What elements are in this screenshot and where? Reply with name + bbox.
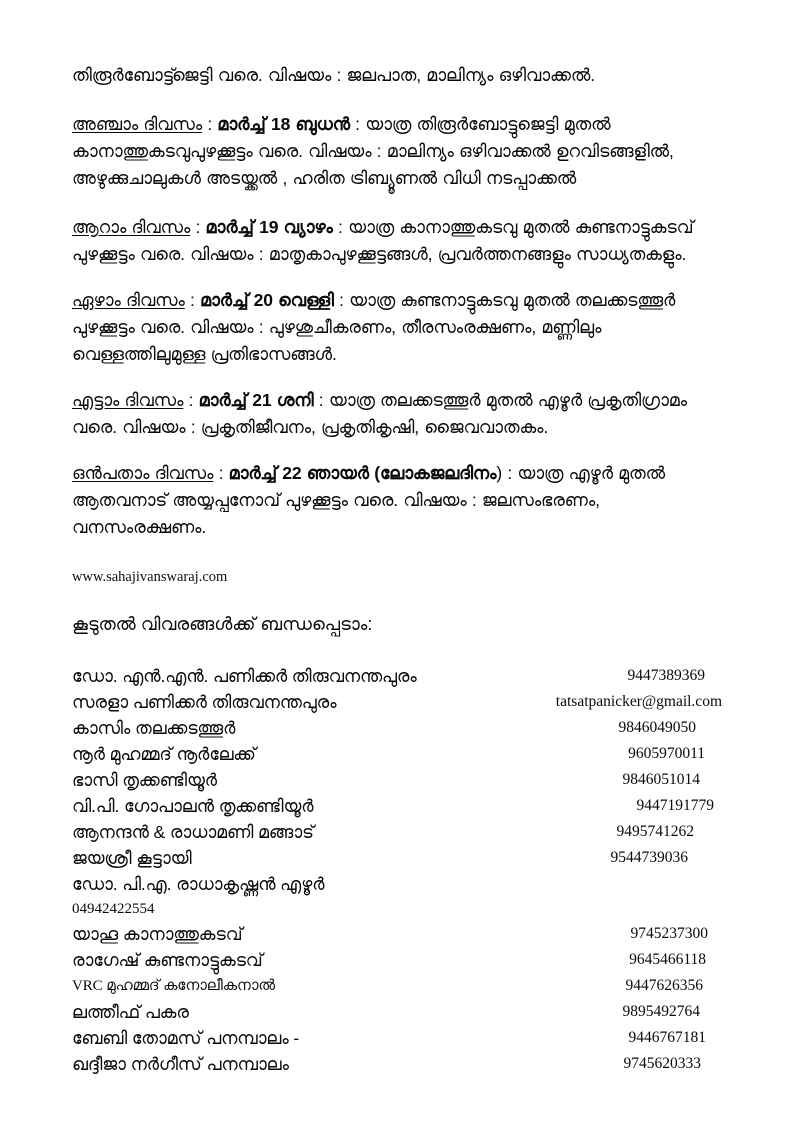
contact-name: കാസിം തലക്കടത്തൂർ	[72, 718, 236, 738]
contact-row	[72, 871, 728, 897]
day-body-day6: : യാത്ര കാനാത്തുകടവു മുതൽ കുണ്ടനാട്ടുകടവ് പുഴക്കൂട്ടം വരെ. വിഷയം : മാതൃകാപുഴക്കൂട്ടങ്ങൾ, പ്രവർത്തനങ്ങളും സാധ്യതകളും.	[72, 217, 694, 264]
date-label-day8: മാർച്ച് 21 ശനി	[198, 390, 314, 410]
contact-value: 9645466118	[629, 951, 706, 968]
contact-value: 9447626356	[625, 977, 703, 994]
contact-row	[72, 1051, 728, 1077]
day-separator-day5: :	[202, 114, 218, 134]
contact-name: യാഹൂ കാനാത്തുകടവ്	[72, 924, 243, 944]
contact-value: 9544739036	[610, 849, 688, 866]
contact-value: 9447389369	[627, 667, 705, 684]
itinerary-entry-day6	[72, 214, 728, 268]
date-label-day7: മാർച്ച് 20 വെള്ളി	[200, 290, 334, 310]
contact-value: 9447191779	[636, 797, 714, 814]
day-body-day7: : യാത്ര കുണ്ടനാട്ടുകടവു മുതൽ തലക്കടത്തൂർ പുഴക്കൂട്ടം വരെ. വിഷയം : പുഴശുചീകരണം, തീരസംരക്ഷണം, മണ്ണിലും വെള്ളത്തിലുമുള്ള പ്രതിഭാസങ്ങൾ.	[72, 290, 676, 364]
contact-row	[72, 663, 728, 689]
contact-value: 9495741262	[616, 823, 694, 840]
contact-value: 9846049050	[618, 719, 696, 736]
day-label-day9: ഒൻപതാം ദിവസം	[72, 463, 214, 483]
contact-row	[72, 973, 728, 999]
contact-name: ഡോ. എൻ.എൻ. പണിക്കർ തിരുവനന്തപുരം	[72, 666, 417, 686]
contact-name: നൂർ മുഹമ്മദ് നൂർലേക്ക്	[72, 744, 256, 764]
contact-value: 9605970011	[628, 745, 705, 762]
date-label-day6: മാർച്ച് 19 വ്യാഴം	[205, 217, 333, 237]
contact-value: tatsatpanicker@gmail.com	[555, 693, 722, 710]
contact-row	[72, 715, 728, 741]
contact-name: ലത്തീഫ് പകര	[72, 1002, 189, 1022]
contact-name: സരളാ പണിക്കർ തിരുവനന്തപുരം	[72, 692, 337, 712]
intro-text: തിരൂർബോട്ട്ജെട്ടി വരെ. വിഷയം : ജലപാത, മാലിന്യം ഒഴിവാക്കൽ.	[72, 65, 596, 85]
contact-name: ഡോ. പി.എ. രാധാകൃഷ്ണൻ എഴൂർ	[72, 874, 325, 894]
contact-row	[72, 947, 728, 973]
date-label-day5: മാർച്ച് 18 ബുധൻ	[217, 114, 350, 134]
contact-row	[72, 767, 728, 793]
day-body-day9: : യാത്ര എഴൂർ മുതൽ ആതവനാട് അയ്യപ്പനോവ് പുഴക്കൂട്ടം വരെ. വിഷയം : ജലസംഭരണം, വനസംരക്ഷണം.	[72, 463, 666, 537]
contact-value: 9745237300	[630, 925, 708, 942]
page-content	[72, 62, 728, 1077]
contact-row	[72, 897, 728, 921]
contact-value: 04942422554	[72, 901, 155, 917]
day-body-day5: : യാത്ര തിരൂർബോട്ടുജെട്ടി മുതൽ കാനാത്തുകടവുപുഴക്കൂട്ടം വരെ. വിഷയം : മാലിന്യം ഒഴിവാക്കൽ ഉറവിടങ്ങളിൽ, അഴുക്കുചാലുകൾ അടയ്ക്കൽ , ഹരിത ട്രിബ്യൂണൽ വിധി നടപ്പാക്കൽ	[72, 114, 674, 188]
itinerary-list	[72, 111, 728, 541]
contact-row	[72, 793, 728, 819]
contact-row	[72, 999, 728, 1025]
contact-name: ആനന്ദൻ & രാധാമണി മങ്ങാട്	[72, 822, 314, 842]
contact-value: 9745620333	[623, 1055, 701, 1072]
date-label-day9: മാർച്ച് 22 ഞായർ (	[228, 463, 380, 483]
contact-name: രാഗേഷ് കുണ്ടനാട്ടുകടവ്	[72, 950, 263, 970]
contact-row	[72, 819, 728, 845]
contact-list	[72, 663, 728, 1077]
itinerary-entry-day8	[72, 387, 728, 441]
day-separator-day7: :	[184, 290, 201, 310]
contact-heading: കൂടുതൽ വിവരങ്ങൾക്ക് ബന്ധപ്പെടാം:	[72, 614, 373, 634]
contact-name: VRC മുഹമ്മദ് കനോലീകനാൽ	[72, 978, 275, 994]
contact-row	[72, 921, 728, 947]
contact-row	[72, 845, 728, 871]
world-water-day-paren-close: )	[496, 463, 503, 483]
itinerary-entry-day9	[72, 460, 728, 541]
day-label-day5: അഞ്ചാം ദിവസം	[72, 114, 203, 134]
day-label-day8: എട്ടാം ദിവസം	[72, 390, 184, 410]
contact-row	[72, 1025, 728, 1051]
day-separator-day8: :	[183, 390, 199, 410]
website-url[interactable]: www.sahajivanswaraj.com	[72, 569, 228, 585]
world-water-day-label: ലോകജലദിനം	[379, 463, 497, 483]
contact-value: 9846051014	[622, 771, 700, 788]
contact-value: 9446767181	[628, 1029, 706, 1046]
contact-row	[72, 741, 728, 767]
contact-value: 9895492764	[622, 1003, 700, 1020]
contact-name: ബേബി തോമസ് പനമ്പാലം -	[72, 1028, 300, 1048]
intro-paragraph	[72, 62, 728, 89]
day-separator-day9: :	[213, 463, 229, 483]
day-label-day6: ആറാം ദിവസം	[72, 217, 191, 237]
day-body-day8: : യാത്ര തലക്കടത്തൂർ മുതൽ എഴൂർ പ്രകൃതിഗ്രാമം വരെ. വിഷയം : പ്രകൃതിജീവനം, പ്രകൃതികൃഷി, ജൈവവാതകം.	[72, 390, 687, 437]
contact-name: ഖദ്ദീജാ നർഗീസ് പനമ്പാലം	[72, 1054, 289, 1074]
day-label-day7: ഏഴാം ദിവസം	[72, 290, 185, 310]
itinerary-entry-day5	[72, 111, 728, 192]
contact-name: വി.പി. ഗോപാലൻ തൃക്കണ്ടിയൂർ	[72, 796, 314, 816]
contact-name: ഭാസി തൃക്കണ്ടിയൂർ	[72, 770, 217, 790]
day-separator-day6: :	[190, 217, 206, 237]
itinerary-entry-day7	[72, 287, 728, 368]
contact-row	[72, 689, 728, 715]
contact-name: ജയശ്രീ കൂട്ടായി	[72, 848, 192, 868]
